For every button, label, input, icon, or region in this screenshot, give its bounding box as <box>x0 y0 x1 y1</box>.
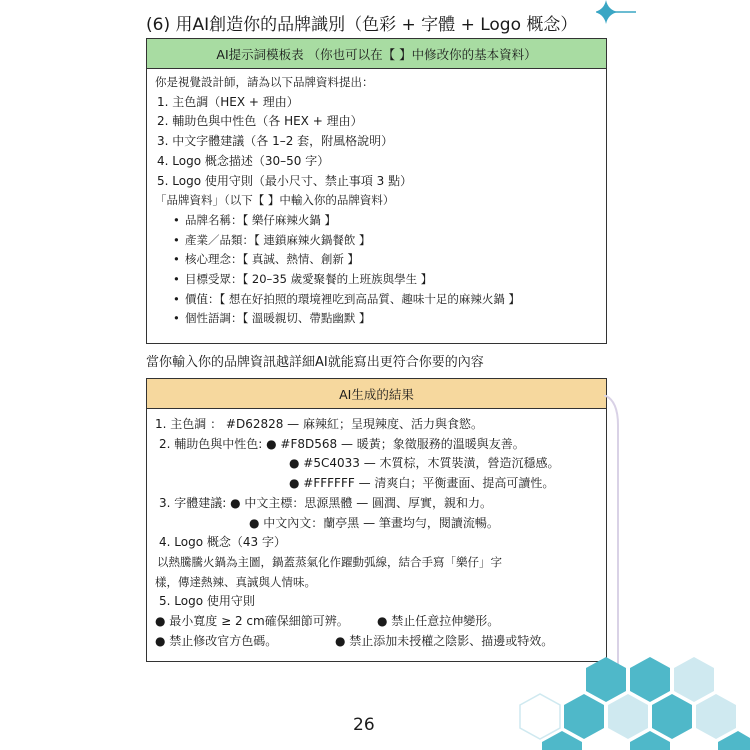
brand-field: • 品牌名稱：【 樂仔麻辣火鍋 】 <box>171 211 598 231</box>
result-line: 樣，傳達熱辣、真誠與人情味。 <box>155 574 316 589</box>
star-icon <box>596 0 636 34</box>
result-line: ● 最小寬度 ≥ 2 cm確保細節可辨。 <box>155 614 349 629</box>
result-line: 2. 輔助色與中性色: ● #F8D568 — 暖黃；象徵服務的溫暖與友善。 <box>159 436 525 451</box>
result-row <box>155 632 598 652</box>
template-item: 5. Logo 使用守則（最小尺寸、禁止事項 3 點） <box>157 173 413 188</box>
result-line: 1. 主色調 ： #D62828 — 麻辣紅；呈現辣度、活力與食慾。 <box>155 417 483 431</box>
template-item: 2. 輔助色與中性色（各 HEX + 理由） <box>157 114 363 129</box>
template-intro: 你是視覺設計師，請為以下品牌資料提出： <box>155 75 374 89</box>
result-line: ● 中文內文：蘭亭黑 — 筆畫均勻，閱讀流暢。 <box>249 515 499 530</box>
result-line: 4. Logo 概念（43 字） <box>159 535 286 550</box>
template-header: AI提示詞模板表 （你也可以在【 】中修改你的基本資料） <box>147 39 606 69</box>
ai-result-box <box>146 378 607 662</box>
result-header: AI生成的結果 <box>147 379 606 409</box>
prompt-template-box <box>146 38 607 344</box>
result-line: ● 禁止任意拉伸變形。 <box>377 614 500 629</box>
result-row <box>155 612 598 632</box>
brand-field: • 目標受眾：【 20–35 歲愛聚餐的上班族與學生 】 <box>171 270 598 290</box>
page-number: 26 <box>353 715 375 735</box>
decorative-curve <box>604 395 624 665</box>
page-title: (6) 用AI創造你的品牌識別（色彩 + 字體 + Logo 概念） <box>146 15 578 35</box>
template-item: 1. 主色調（HEX + 理由） <box>157 94 299 109</box>
template-item: 4. Logo 概念描述（30–50 字） <box>157 153 330 168</box>
brand-field: • 個性語調：【 溫暖親切、帶點幽默 】 <box>171 309 598 329</box>
brand-field: • 產業／品類：【 連鎖麻辣火鍋餐飲 】 <box>171 231 598 251</box>
result-line: ● #FFFFFF — 清爽白；平衡畫面、提高可讀性。 <box>289 476 555 491</box>
template-item: 3. 中文字體建議（各 1–2 套，附風格說明） <box>157 134 394 149</box>
brand-field: • 核心理念：【 真誠、熱情、創新 】 <box>171 250 598 270</box>
result-line: ● 禁止修改官方色碼。 <box>155 633 278 648</box>
brand-field: • 價值：【 想在好拍照的環境裡吃到高品質、趣味十足的麻辣火鍋 】 <box>171 290 598 310</box>
result-line: 3. 字體建議: ● 中文主標：思源黑體 — 圓潤、厚實，親和力。 <box>159 495 493 510</box>
middle-note: 當你輸入你的品牌資訊越詳細AI就能寫出更符合你要的內容 <box>146 355 484 370</box>
hexagon-cluster <box>480 650 750 750</box>
result-line: 以熱騰騰火鍋為主圖，鍋蓋蒸氣化作躍動弧線，結合手寫「樂仔」字 <box>157 554 502 569</box>
brand-intro: 「品牌資料」（以下【 】中輸入你的品牌資料） <box>155 193 395 208</box>
result-line: ● #5C4033 — 木質棕，木質裝潢，營造沉穩感。 <box>289 456 560 471</box>
result-line: ● 禁止添加未授權之陰影、描邊或特效。 <box>335 633 554 648</box>
result-line: 5. Logo 使用守則 <box>159 594 255 609</box>
